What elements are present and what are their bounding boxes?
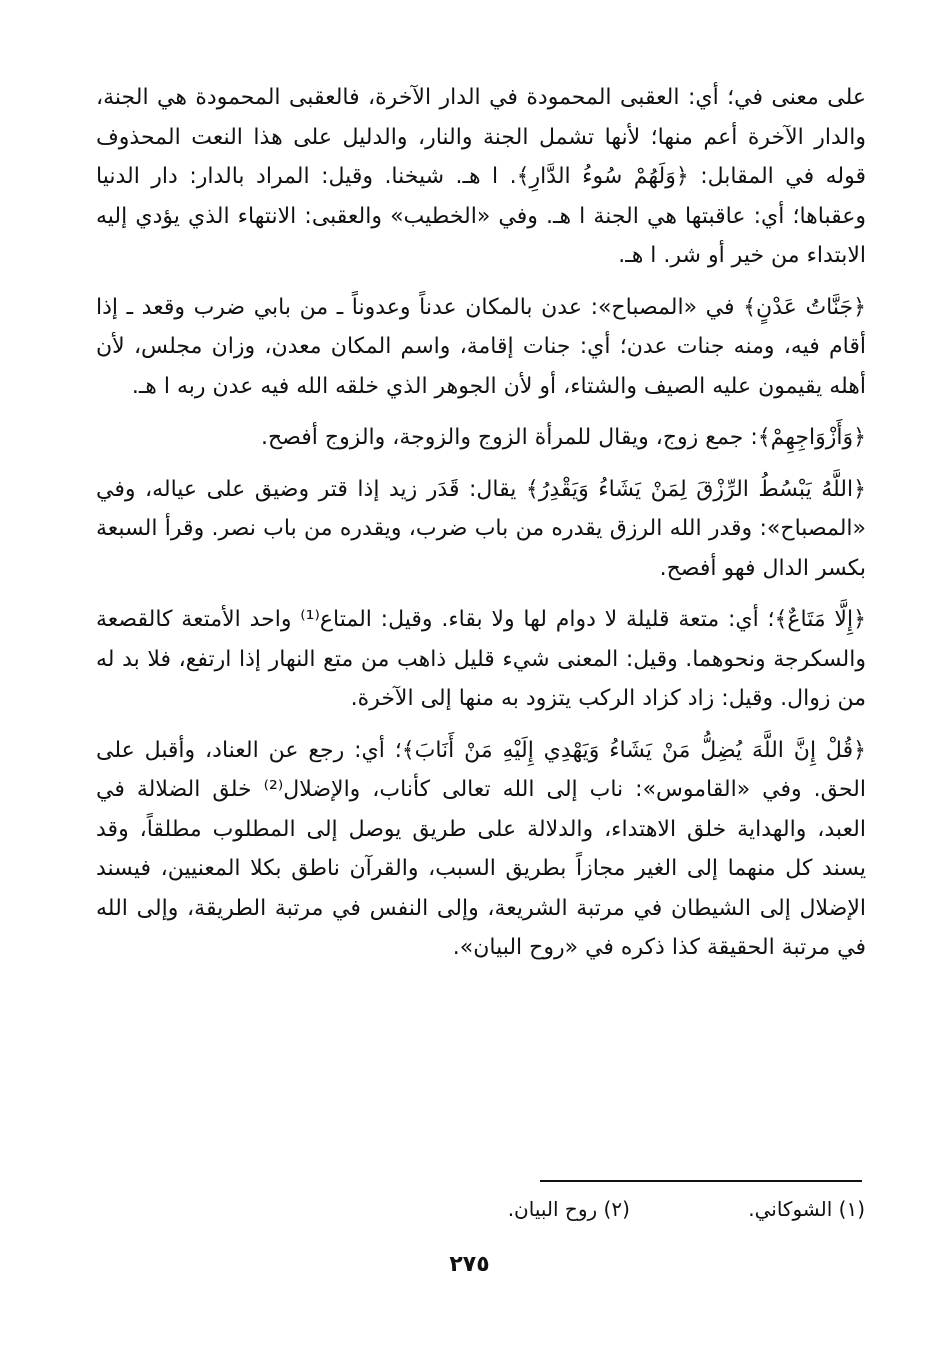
page-number: ٢٧٥ — [449, 1252, 490, 1277]
paragraph-2: ﴿جَنَّاتُ عَدْنٍ﴾ في «المصباح»: عدن بالمكان عدناً وعدوناً ـ من بابي ضرب وقعد ـ إذا أقام فيه، ومنه جنات عدن؛ أي: جنات إقامة، واسم المكان معدن، وزان مجلس، لأن أهله يقيمون عليه الصيف والشتاء، أو لأن الجوهر الذي خلقه الله فيه عدن ربه ا هـ. — [96, 294, 866, 399]
main-text — [96, 78, 866, 980]
footnote-1: (١) الشوكاني. — [748, 1197, 865, 1221]
paragraph-4: ﴿اللَّهُ يَبْسُطُ الرِّزْقَ لِمَنْ يَشَاءُ وَيَقْدِرُ﴾ يقال: قَدَر زيد إذا قتر وضيق على عياله، وفي «المصباح»: وقدر الله الرزق يقدره من باب ضرب، ويقدره من باب نصر. وقرأ السبعة بكسر الدال فهو أفصح. — [96, 476, 866, 581]
footnotes — [300, 1196, 865, 1222]
footnote-separator — [540, 1180, 862, 1182]
footnote-2: (٢) روح البيان. — [507, 1197, 630, 1221]
paragraph-1: على معنى في؛ أي: العقبى المحمودة في الدار الآخرة، فالعقبى المحمودة هي الجنة، والدار الآخرة أعم منها؛ لأنها تشمل الجنة والنار، والدليل على هذا النعت المحذوف قوله في المقابل: ﴿وَلَهُمْ سُوءُ الدَّارِ﴾. ا هـ. شيخنا. وقيل: المراد بالدار: دار الدنيا وعقباها؛ أي: عاقبتها هي الجنة ا هـ. وفي «الخطيب» والعقبى: الانتهاء الذي يؤدي إليه الابتداء من خير أو شر. ا هـ. — [96, 85, 866, 268]
paragraph-6: ﴿قُلْ إِنَّ اللَّهَ يُضِلُّ مَنْ يَشَاءُ وَيَهْدِي إِلَيْهِ مَنْ أَنَابَ﴾؛ أي: رجع عن العناد، وأقبل على الحق. وفي «القاموس»: ناب إلى الله تعالى كأناب، والإضلال⁽²⁾ خلق الضلالة في العبد، والهداية خلق الاهتداء، والدلالة على طريق يوصل إلى المطلوب مطلقاً، وقد يسند كل منهما إلى الغير مجازاً بطريق السبب، والقرآن ناطق بكلا المعنيين، فيسند الإضلال إلى الشيطان في مرتبة الشريعة، وإلى النفس في مرتبة الطريقة، وإلى الله في مرتبة الحقيقة كذا ذكره في «روح البيان». — [96, 737, 866, 960]
paragraph-3: ﴿وَأَزْوَاجِهِمْ﴾: جمع زوج، ويقال للمرأة الزوج والزوجة، والزوج أفصح. — [260, 425, 866, 450]
paragraph-5: ﴿إِلَّا مَتَاعٌ﴾؛ أي: متعة قليلة لا دوام لها ولا بقاء. وقيل: المتاع⁽¹⁾ واحد الأمتعة كالقصعة والسكرجة ونحوهما. وقيل: المعنى شيء قليل ذاهب من متع النهار إذا ارتفع، فلا بد له من زوال. وقيل: زاد كزاد الركب يتزود به منها إلى الآخرة. — [96, 607, 866, 711]
